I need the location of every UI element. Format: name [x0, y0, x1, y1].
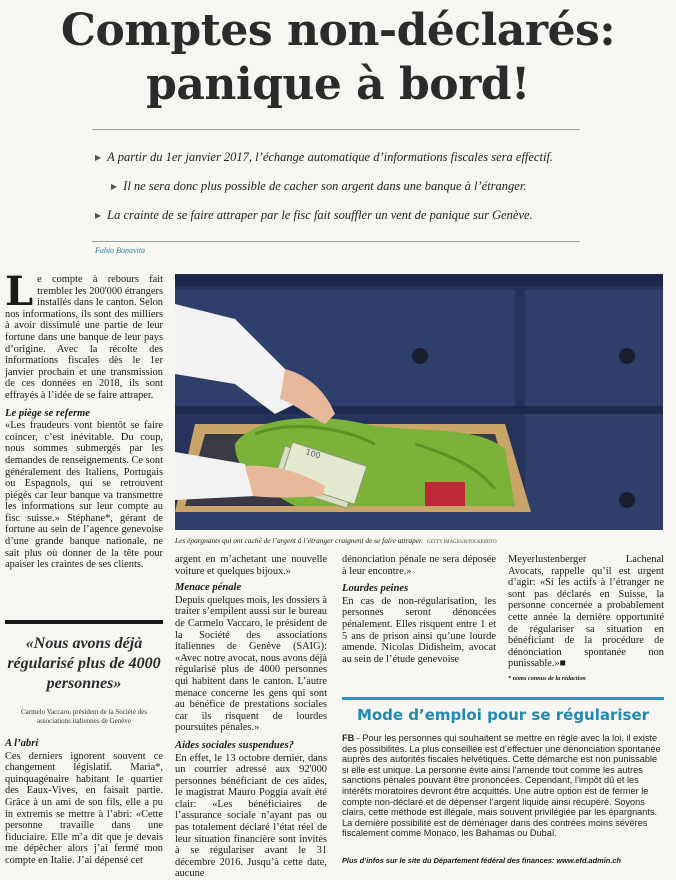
photo-credit: GETTY IMAGES/ISTOCKPHOTO — [427, 540, 497, 545]
paragraph: En cas de non-régularisation, les personnes seront dénoncées pénalement. Elles risquent entre 1 et 5 ans de prison ainsi qu’une lourde amende. Nicolas Didisheim, avocat au sein de l’étude genevoise — [342, 596, 496, 666]
photo-drawer-cash — [175, 274, 663, 530]
subheading: Aides sociales suspendues? — [175, 740, 327, 752]
byline-rule — [92, 241, 580, 242]
subheading: Menace pénale — [175, 582, 327, 594]
byline: Fabio Bonavita — [95, 246, 145, 255]
quote-rule — [5, 620, 163, 624]
article-column-1: Le compte à rebours fait trembler les 200'000 étrangers installés dans le canton. Selon nos informations, ils sont des milliers à avoir dissimulé une partie de leur fortune dans une banque de leur pays d’origine. Avec la récolte des informations fiscales dès le 1er janvier prochain et une transmission de ces données en 2018, ils sont effrayés à l’idée de se faire attraper. Le piège se referme «Les fraudeurs vont bientôt se faire coincer, c’est inévitable. Du coup, nous sommes submergés par les demandes de renseignements. Ce sont généralement des Italiens, Portugais ou Espagnols, qui se retrouvent piégés car leur banque va transmettre les informations sur leur compte au fisc suisse.» Stéphane*, gérant de fortune au sein de l’agence genevoise d’une grande banque nationale, ne sait plus où donner de la tête pour apaiser les craintes de ses clients. — [5, 274, 163, 571]
footnote: * noms connus de la rédaction — [508, 673, 664, 685]
headline-line-1: Comptes non-déclarés: — [0, 4, 676, 58]
headline-rule — [92, 129, 580, 130]
paragraph: Meyerlustenberger Lachenal Avocats, rappelle qu’il est urgent d’agir: «Si les actifs à l’étranger ne sont pas déclarés en Suisse, la personne concernée a probablement cette année la dernière opportunité de régulariser sa situation en bénéficiant de la procédure de dénonciation spontanée non punissable.»■ — [508, 554, 664, 670]
triangle-bullet-icon: ▶ — [95, 153, 101, 162]
info-box-lead: FB — [342, 733, 354, 743]
photo-caption: Les épargnants qui ont caché de l’argent à l’étranger craignent de se faire attraper. GETTY IMAGES/ISTOCKPHOTO — [175, 536, 663, 545]
info-box-footer: Plus d’infos sur le site du Département fédéral des finances: www.efd.admin.ch — [342, 856, 664, 865]
paragraph: argent en m’achetant une nouvelle voiture et quelques bijoux.» — [175, 554, 327, 577]
info-box-rule — [342, 697, 664, 700]
paragraph: dénonciation pénale ne sera déposée à leur encontre.» — [342, 554, 496, 577]
subheading: A l’abri — [5, 738, 163, 750]
paragraph: «Les fraudeurs vont bientôt se faire coincer, c’est inévitable. Du coup, nous sommes submergés par les demandes de renseignements. Ce sont généralement des Italiens, Portugais ou Espagnols, qui se retrouvent piégés car leur banque va transmettre les informations sur leur compte au fisc suisse.» Stéphane*, gérant de fortune au sein de l’agence genevoise d’une grande banque nationale, ne sait plus où donner de la tête pour apaiser les craintes de ses clients. — [5, 420, 163, 571]
headline-line-2: panique à bord! — [0, 58, 676, 112]
article-column-3 — [342, 554, 496, 665]
end-mark: ■ — [560, 658, 566, 669]
article-column-1-continued — [5, 738, 163, 867]
drop-cap: L — [5, 276, 33, 308]
pull-quote — [5, 620, 163, 726]
lead-bullet: ▶ A partir du 1er janvier 2017, l’échange automatique d’informations fiscales sera effectif. — [95, 150, 595, 165]
lead-bullet: ▶ La crainte de se faire attraper par le fisc fait souffler un vent de panique sur Genève. — [95, 208, 595, 223]
quote-text: «Nous avons déjà régularisé plus de 4000 personnes» — [5, 634, 163, 694]
banknote-label: 100 — [304, 447, 321, 460]
info-box-title: Mode d’emploi pour se régulariser — [342, 702, 664, 728]
info-box-body: FB - Pour les personnes qui souhaitent se mettre en règle avec la loi, il existe des possibilités. La plus conseillée est d’effectuer une dénonciation spontanée auprès des autorités fiscales helvétiques. Cette démarche est non punissable si elle est unique. La personne évite ainsi l’amende tout comme les autres sanctions pénales pouvant être prononcées. Cependant, l’impôt dû et les intérêts moratoires devront être acquittés. Une autre option est de fermer le compte non-déclaré et de dépenser l’argent liquide ainsi récupéré. Soyons clairs, cette méthode est illégale, mais souvent privilégiée par les épargnants. La dernière possibilité est de déménager dans des contrées moins sévères fiscalement comme Monaco, les Bahamas ou Dubaï. — [342, 733, 664, 839]
triangle-bullet-icon: ▶ — [95, 211, 101, 220]
subheading: Lourdes peines — [342, 583, 496, 595]
paragraph: En effet, le 13 octobre dernier, dans un courrier adressé aux 92'000 personnes bénéficiant de ces aides, le magistrat Mauro Poggia avait été clair: «Les bénéficiaires de l’assurance sociale n’ayant pas ou pas totalement déclaré l’état réel de leur situation financière sont invités à se régulariser avant le 31 décembre 2016. Jusqu’à cette date, aucune — [175, 753, 327, 880]
paragraph: Ces derniers ignorent souvent ce changement législatif. Maria*, quinquagénaire habitant le quartier des Eaux-Vives, en faisait partie. Grâce à un ami de son fils, elle a pu in extremis se mettre à l’abri: «Cette personne travaille dans une fiduciaire. Elle m’a dit que je devais me dépêcher alors j’ai fermé mon compte en Italie. J’ai dépensé cet — [5, 751, 163, 867]
subheading: Le piège se referme — [5, 408, 163, 420]
article-column-2 — [175, 554, 327, 880]
lead-bullets — [95, 150, 595, 237]
quote-attribution: Carmelo Vaccaro, président de la Société des associations italiennes de Genève — [5, 708, 163, 726]
triangle-bullet-icon: ▶ — [111, 182, 117, 191]
article-column-4 — [508, 554, 664, 685]
paragraph: Depuis quelques mois, les dossiers à traiter s’empilent aussi sur le bureau de Carmelo Vaccaro, le président de la Société des associations italiennes de Genève (SAIG): «Avec notre avocat, nous avons déjà régularisé plus de 4000 personnes qui habitent dans le canton. L’autre menace concerne les gens qui sont au bénéfice de prestations sociales car ils risquent de lourdes poursuites pénales.» — [175, 595, 327, 734]
drawer-illustration — [175, 274, 663, 530]
lead-bullet: ▶ Il ne sera donc plus possible de cacher son argent dans une banque à l’étranger. — [111, 179, 595, 194]
